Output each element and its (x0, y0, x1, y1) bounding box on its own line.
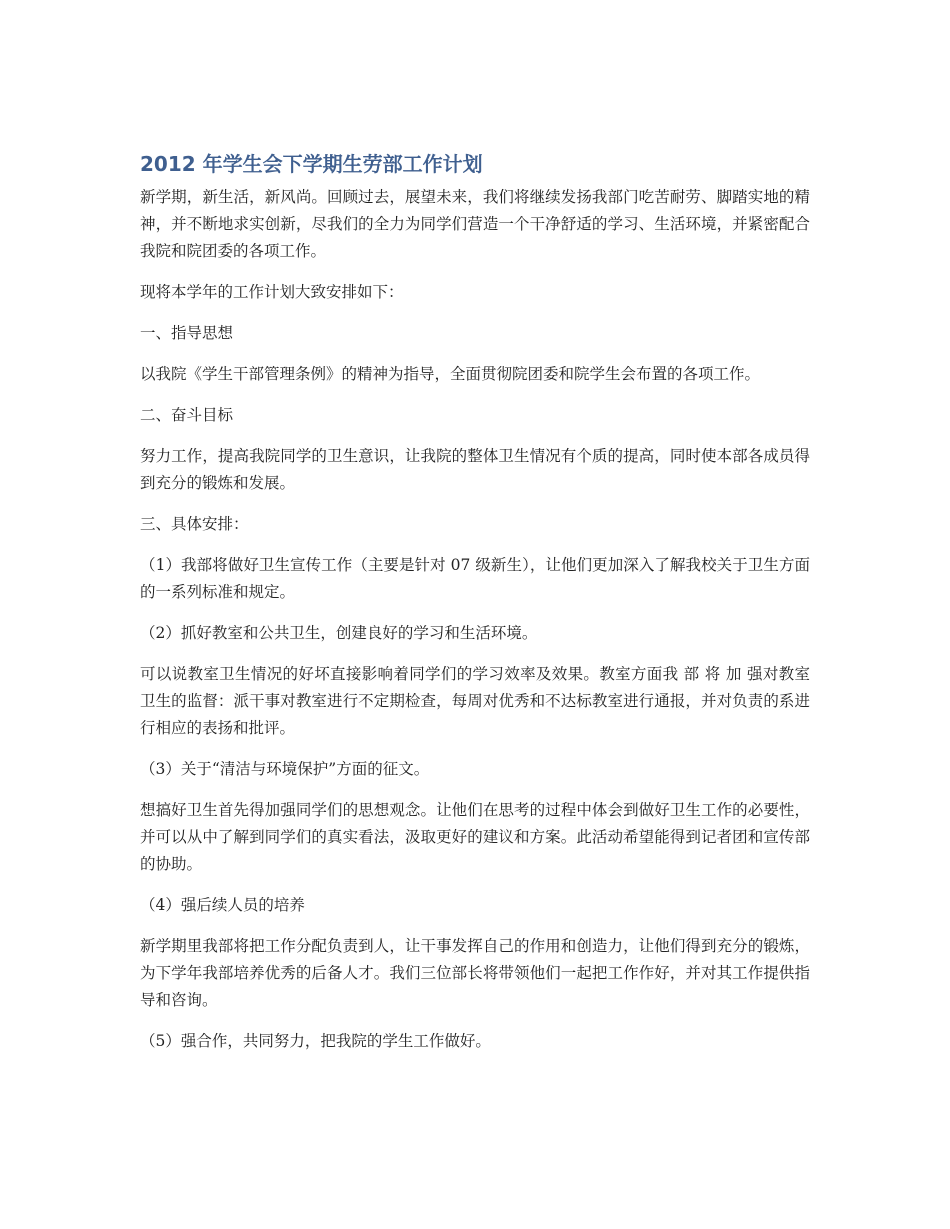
list-item-2: （2）抓好教室和公共卫生，创建良好的学习和生活环境。 (140, 624, 538, 642)
paragraph-intro: 新学期，新生活，新风尚。回顾过去，展望未来，我们将继续发扬我部门吃苦耐劳、脚踏实地的精神，并不断地求实创新，尽我们的全力为同学们营造一个干净舒适的学习、生活环境，并紧密配合我院和院团委的各项工作。 (140, 188, 810, 260)
paragraph-plan-overview: 现将本学年的工作计划大致安排如下： (140, 283, 404, 301)
document-title: 2012 年学生会下学期生劳部工作计划 (140, 152, 483, 176)
paragraph-classroom-hygiene: 可以说教室卫生情况的好坏直接影响着同学们的学习效率及效果。教室方面我 部 将 加 强对教室卫生的监督：派干事对教室进行不定期检查，每周对优秀和不达标教室进行通报，并对负责的系进行相应的表扬和批评。 (140, 665, 810, 737)
paragraph-guiding-ideology: 以我院《学生干部管理条例》的精神为指导，全面贯彻院团委和院学生会布置的各项工作。 (140, 365, 761, 383)
paragraph-staff-training: 新学期里我部将把工作分配负责到人，让干事发挥自己的作用和创造力，让他们得到充分的锻炼，为下学年我部培养优秀的后备人才。我们三位部长将带领他们一起把工作作好，并对其工作提供指导和咨询。 (140, 937, 810, 1009)
list-item-3: （3）关于“清洁与环境保护”方面的征文。 (140, 760, 430, 778)
list-item-5: （5）强合作，共同努力，把我院的学生工作做好。 (140, 1032, 491, 1050)
list-item-1: （1）我部将做好卫生宣传工作（主要是针对 07 级新生），让他们更加深入了解我校关于卫生方面的一系列标准和规定。 (140, 556, 810, 601)
section-heading-goals: 二、奋斗目标 (140, 406, 234, 424)
paragraph-goals: 努力工作，提高我院同学的卫生意识，让我院的整体卫生情况有个质的提高，同时使本部各成员得到充分的锻炼和发展。 (140, 447, 810, 492)
document-page (140, 150, 810, 1069)
paragraph-essay-contest: 想搞好卫生首先得加强同学们的思想观念。让他们在思考的过程中体会到做好卫生工作的必要性，并可以从中了解到同学们的真实看法，汲取更好的建议和方案。此活动希望能得到记者团和宣传部的协助。 (140, 801, 810, 873)
section-heading-guiding-ideology: 一、指导思想 (140, 324, 234, 342)
list-item-4: （4）强后续人员的培养 (140, 896, 305, 914)
section-heading-arrangements: 三、具体安排： (140, 515, 249, 533)
